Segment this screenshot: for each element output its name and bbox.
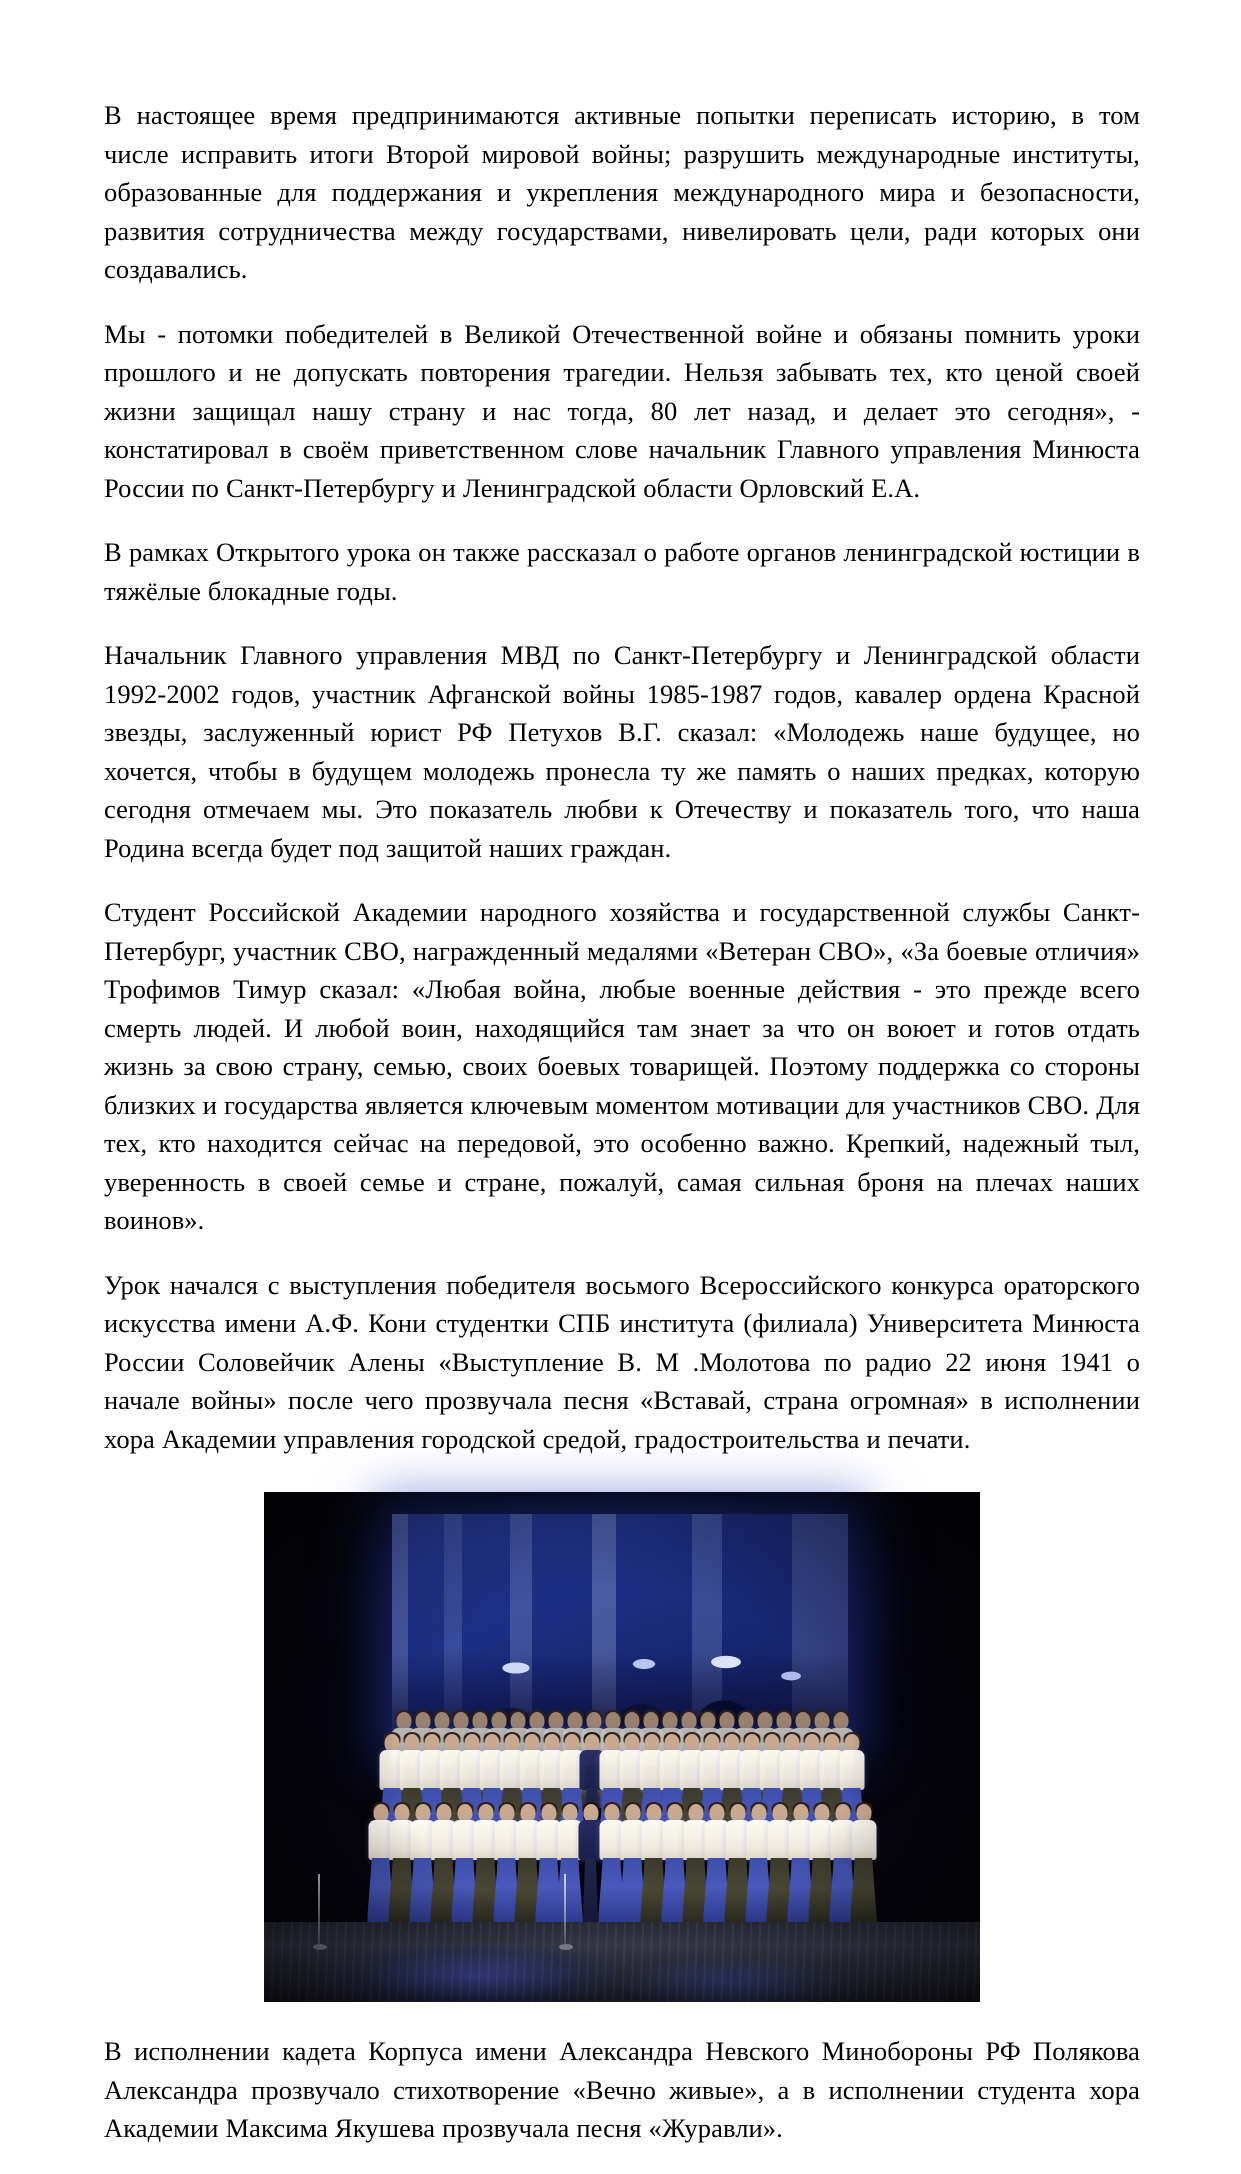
choir-performance-photo	[264, 1492, 980, 2002]
choir-member	[516, 1804, 539, 1922]
paragraph-2: Мы - потомки победителей в Великой Отечественной войне и обязаны помнить уроки прошлого и не допускать повторения трагедии. Нельзя забывать тех, кто ценой своей жизни защищал нашу страну и нас тогда, 80 лет назад, и делает это сегодня», - констатировал в своём приветственном слове начальник Главного управления Минюста России по Санкт-Петербургу и Ленинградской области Орловский Е.А.	[104, 318, 1140, 503]
choir-member	[495, 1804, 518, 1922]
choir-group	[264, 1694, 980, 1924]
microphone-stand-icon	[564, 1874, 566, 1944]
choir-member	[390, 1804, 413, 1922]
choir-member	[537, 1804, 560, 1922]
choir-member	[621, 1804, 644, 1922]
choir-member	[726, 1804, 749, 1922]
choir-member	[747, 1804, 770, 1922]
choir-member	[789, 1804, 812, 1922]
choir-member	[768, 1804, 791, 1922]
paragraph-5: Студент Российской Академии народного хозяйства и государственной службы Санкт-Петербург, участник СВО, награжденный медалями «Ветеран СВО», «За боевые отличия» Трофимов Тимур сказал: «Любая война, любые военные действия - это прежде всего смерть людей. И любой воин, находящийся там знает за что он воюет и готов отдать жизнь за свою страну, семью, своих боевых товарищей. Поэтому поддержка со стороны близких и государства является ключевым моментом мотивации для участников СВО. Для тех, кто находится сейчас на передовой, это особенно важно. Крепкий, надежный тыл, уверенность в своей семье и стране, пожалуй, самая сильная броня на плечах наших воинов».	[104, 897, 1140, 1235]
choir-member	[411, 1804, 434, 1922]
choir-member	[810, 1804, 833, 1922]
paragraph-1: В настоящее время предпринимаются активные попытки переписать историю, в том числе исправить итоги Второй мировой войны; разрушить международные институты, образованные для поддержания и укрепления международного мира и безопасности, развития сотрудничества между государствами, нивелировать цели, ради которых они создавались.	[104, 100, 1140, 284]
choir-member	[600, 1804, 623, 1922]
choir-member	[663, 1804, 686, 1922]
paragraph-6: Урок начался с выступления победителя восьмого Всероссийского конкурса ораторского искусства имени А.Ф. Кони студентки СПБ института (филиала) Университета Минюста России Соловейчик Алены «Выступление В. М .Молотова по радио 22 июня 1941 о начале войны» после чего прозвучала песня «Вставай, страна огромная» в исполнении хора Академии управления городской средой, градостроительства и печати.	[104, 1269, 1140, 1454]
paragraph-3: В рамках Открытого урока он также рассказал о работе органов ленинградской юстиции в тяжёлые блокадные годы.	[104, 537, 1140, 606]
stage-floor	[264, 1922, 980, 2002]
page-content	[104, 96, 1140, 2174]
choir-member	[684, 1804, 707, 1922]
choir-member	[831, 1804, 854, 1922]
choir-member	[852, 1804, 875, 1922]
paragraph-7: В исполнении кадета Корпуса имени Александра Невского Минобороны РФ Полякова Александра прозвучало стихотворение «Вечно живые», а в исполнении студента хора Академии Максима Якушева прозвучала песня «Журавли».	[104, 2036, 1140, 2143]
figure-container	[104, 1492, 1140, 2002]
choir-member	[453, 1804, 476, 1922]
choir-member	[432, 1804, 455, 1922]
paragraph-4: Начальник Главного управления МВД по Санкт-Петербургу и Ленинградской области 1992-2002 годов, участник Афганской войны 1985-1987 годов, кавалер ордена Красной звезды, заслуженный юрист РФ Петухов В.Г. сказал: «Молодежь наше будущее, но хочется, чтобы в будущем молодежь пронесла ту же память о наших предках, которую сегодня отмечаем мы. Это показатель любви к Отечеству и показатель того, что наша Родина всегда будет под защитой наших граждан.	[104, 640, 1140, 863]
projected-scene-highlights	[392, 1650, 848, 1700]
choir-member	[558, 1804, 581, 1922]
choir-conductor-front	[579, 1804, 602, 1922]
choir-member	[642, 1804, 665, 1922]
choir-member	[474, 1804, 497, 1922]
microphone-stand-icon	[318, 1874, 320, 1944]
choir-member	[369, 1804, 392, 1922]
choir-member	[705, 1804, 728, 1922]
choir-row-front	[270, 1804, 974, 1922]
